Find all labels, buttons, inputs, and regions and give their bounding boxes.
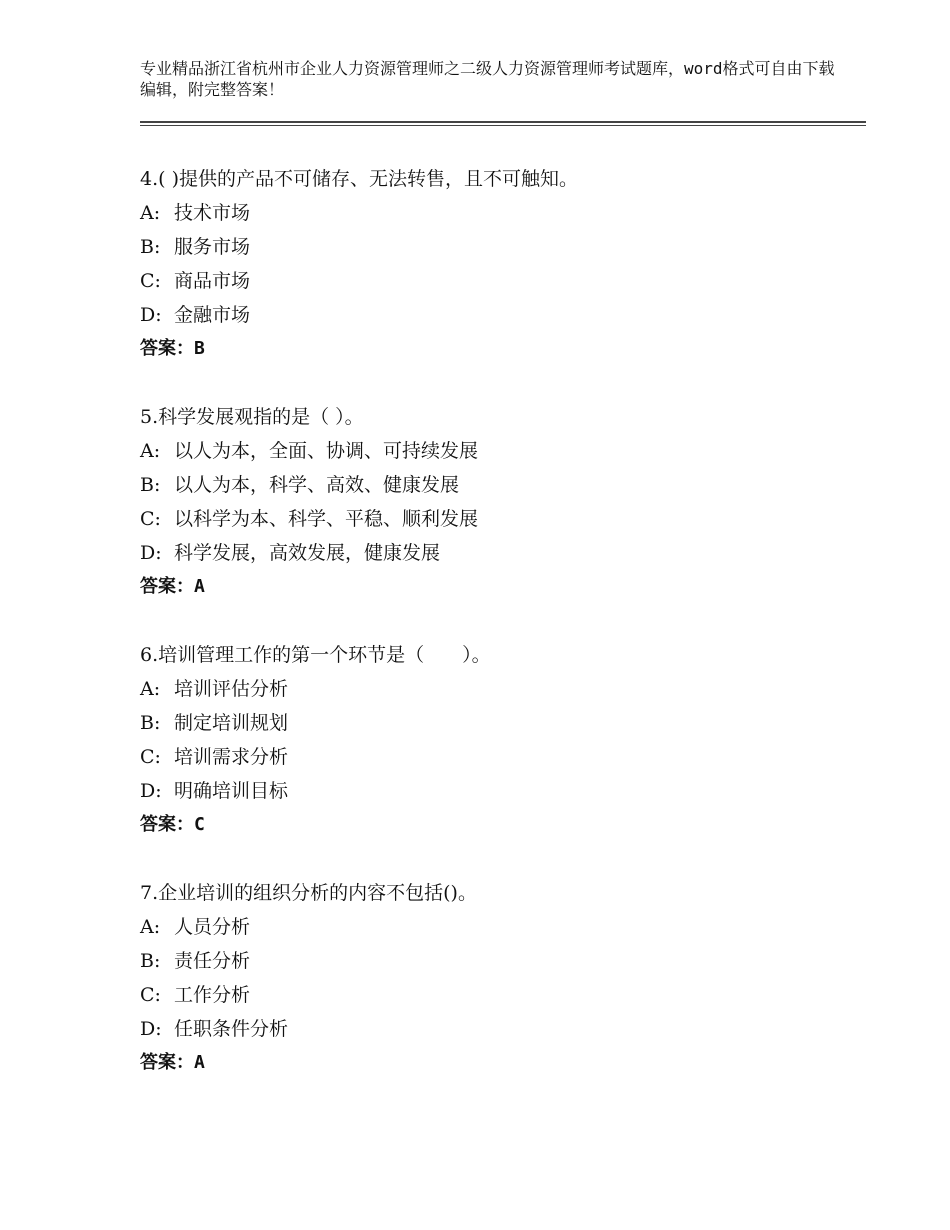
option-letter: C: (140, 746, 161, 768)
question-5 (140, 400, 860, 606)
option-text: 制定培训规划 (174, 712, 289, 734)
option-letter: B: (140, 474, 161, 496)
option-b (140, 230, 860, 264)
option-letter: B: (140, 236, 161, 258)
option-letter: D: (140, 780, 162, 802)
option-b (140, 944, 860, 978)
option-letter: D: (140, 304, 162, 326)
option-b (140, 468, 860, 502)
option-letter: A: (140, 202, 161, 224)
option-c (140, 264, 860, 298)
option-a (140, 672, 860, 706)
option-c (140, 502, 860, 536)
option-c (140, 978, 860, 1012)
option-text: 任职条件分析 (174, 1018, 289, 1040)
option-text: 以人为本，科学、高效、健康发展 (174, 474, 460, 496)
option-letter: C: (140, 984, 161, 1006)
answer-line: 答案：C (140, 814, 205, 835)
option-a (140, 910, 860, 944)
header-divider (140, 121, 866, 126)
option-letter: A: (140, 678, 161, 700)
header-title: 专业精品浙江省杭州市企业人力资源管理师之二级人力资源管理师考试题库，word格式可自由下载编辑，附完整答案！ (140, 59, 835, 99)
option-text: 培训需求分析 (174, 746, 289, 768)
question-7 (140, 876, 860, 1082)
option-text: 培训评估分析 (174, 678, 289, 700)
option-letter: D: (140, 542, 162, 564)
option-letter: B: (140, 950, 161, 972)
answer-line: 答案：A (140, 1052, 205, 1073)
option-text: 以人为本，全面、协调、可持续发展 (174, 440, 479, 462)
option-a (140, 434, 860, 468)
option-text: 工作分析 (174, 984, 251, 1006)
option-text: 技术市场 (174, 202, 251, 224)
option-d (140, 298, 860, 332)
question-stem: 5.科学发展观指的是（ ）。 (140, 406, 364, 428)
question-stem: 7.企业培训的组织分析的内容不包括()。 (140, 882, 477, 904)
option-text: 科学发展，高效发展，健康发展 (174, 542, 441, 564)
question-stem: 6.培训管理工作的第一个环节是（ ）。 (140, 644, 491, 666)
option-d (140, 536, 860, 570)
option-text: 责任分析 (174, 950, 251, 972)
answer-line: 答案：B (140, 338, 205, 359)
option-text: 明确培训目标 (174, 780, 289, 802)
option-text: 人员分析 (174, 916, 251, 938)
question-6 (140, 638, 860, 844)
question-4 (140, 162, 860, 368)
answer-line: 答案：A (140, 576, 205, 597)
question-stem: 4.( )提供的产品不可储存、无法转售，且不可触知。 (140, 168, 578, 190)
option-letter: C: (140, 270, 161, 292)
document-header (140, 58, 840, 100)
option-d (140, 1012, 860, 1046)
option-text: 金融市场 (174, 304, 251, 326)
option-a (140, 196, 860, 230)
option-letter: D: (140, 1018, 162, 1040)
option-d (140, 774, 860, 808)
option-c (140, 740, 860, 774)
option-letter: A: (140, 916, 161, 938)
option-letter: C: (140, 508, 161, 530)
option-letter: A: (140, 440, 161, 462)
option-b (140, 706, 860, 740)
option-text: 以科学为本、科学、平稳、顺利发展 (174, 508, 479, 530)
option-letter: B: (140, 712, 161, 734)
option-text: 商品市场 (174, 270, 251, 292)
option-text: 服务市场 (174, 236, 251, 258)
question-list (140, 162, 860, 1114)
